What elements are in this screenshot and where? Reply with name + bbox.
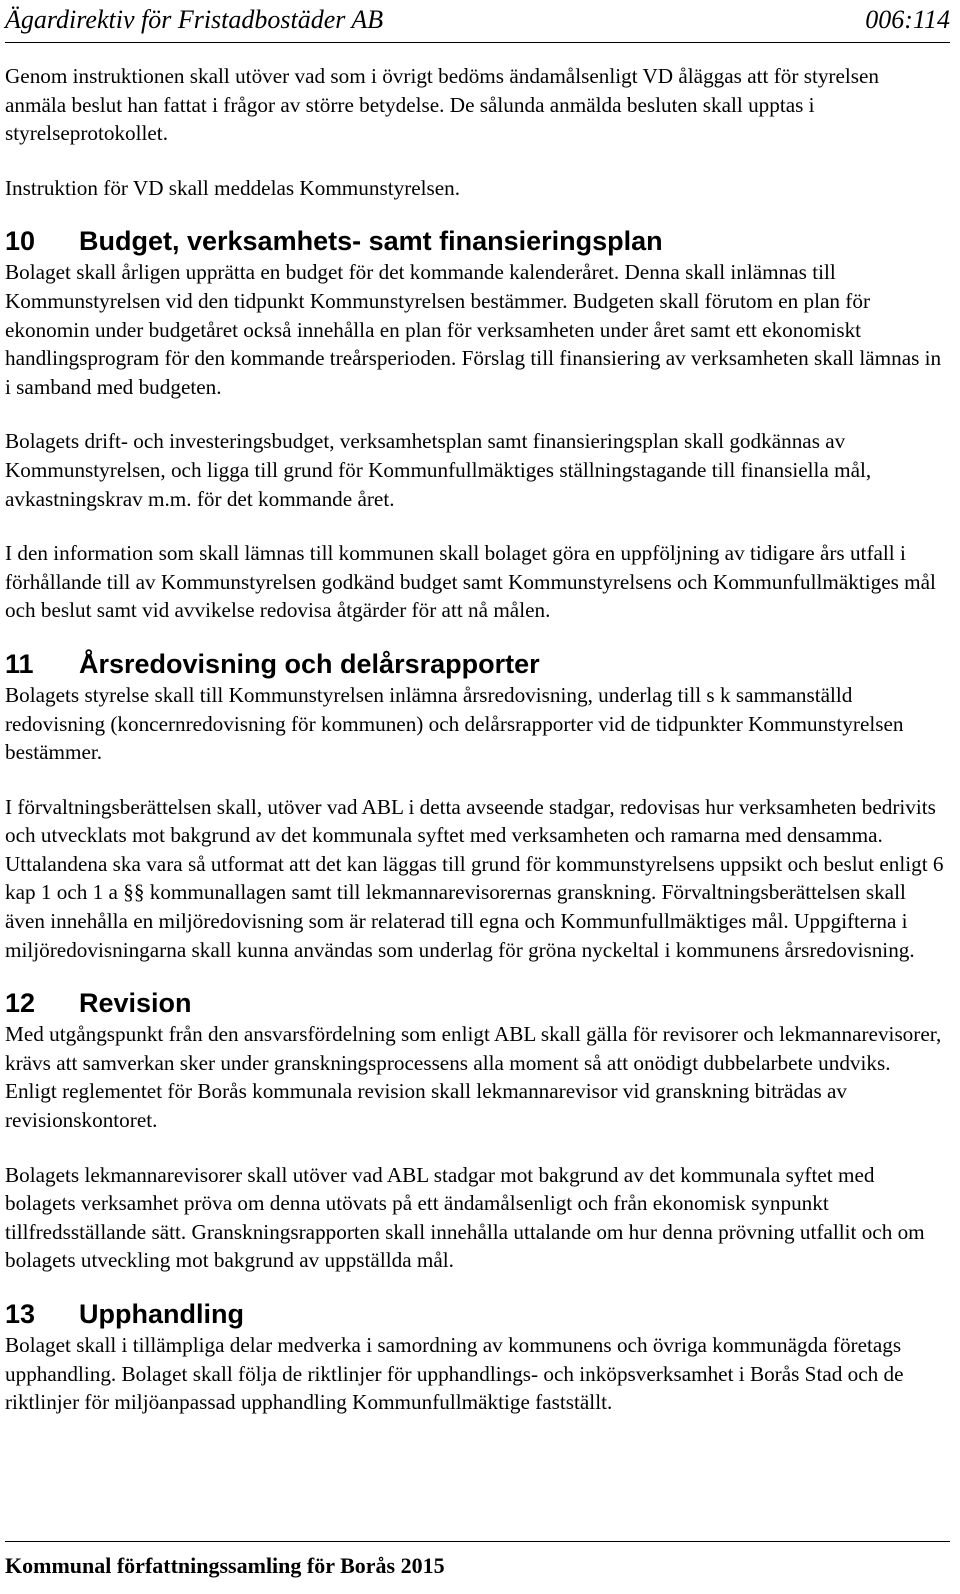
section-title: Revision xyxy=(79,988,192,1019)
section-paragraph: Bolaget skall årligen upprätta en budget för det kommande kalenderåret. Denna skall inlämnas till Kommunstyrelsen vid den tidpunkt Kommunstyrelsen bestämmer. Budgeten skall förutom en plan för ekonomin under budgetåret också innehålla en plan för verksamheten under året samt ett ekonomiskt handlingsprogram för den kommande treårsperioden. Förslag till finansiering av verksamheten skall lämnas in i samband med budgeten. xyxy=(5,260,942,399)
intro-paragraph-1: Genom instruktionen skall utöver vad som i övrigt bedöms ändamålsenligt VD åläggas att för styrelsen anmäla beslut han fattat i frågor av större betydelse. De sålunda anmälda besluten skall upptas i styrelseprotokollet. xyxy=(5,64,880,146)
section-title: Årsredovisning och delårsrapporter xyxy=(79,648,540,679)
section-heading xyxy=(5,224,945,258)
section-paragraph: Med utgångspunkt från den ansvarsfördelning som enligt ABL skall gälla för revisorer och lekmannarevisorer, krävs att samverkan sker under granskningsprocessens alla moment så att onödigt dubbelarbete undviks. Enligt reglementet för Borås kommunala revision skall lekmannarevisor vid granskning biträdas av revisionskontoret. xyxy=(5,1022,942,1133)
document-title: Ägardirektiv för Fristadbostäder AB xyxy=(5,5,384,34)
document-body xyxy=(5,62,945,1443)
section-paragraph: Bolagets styrelse skall till Kommunstyrelsen inlämna årsredovisning, underlag till s k sammanställd redovisning (koncernredovisning för kommunen) och delårsrapporter vid de tidpunkter Kommunstyrelsen bestämmer. xyxy=(5,682,904,765)
section-paragraph: I den information som skall lämnas till kommunen skall bolaget göra en uppföljning av tidigare års utfall i förhållande till av Kommunstyrelsen godkänd budget samt Kommunstyrelsens och Kommunfullmäktiges mål och beslut samt vid avvikelse redovisa åtgärder för att nå målen. xyxy=(5,541,936,623)
section-number: 13 xyxy=(5,1299,36,1329)
page-footer xyxy=(5,1541,950,1594)
section-number: 12 xyxy=(5,988,36,1019)
section-number: 10 xyxy=(5,226,36,257)
section-heading xyxy=(5,1297,945,1331)
section-10 xyxy=(5,224,945,625)
section-paragraph: I förvaltningsberättelsen skall, utöver vad ABL i detta avseende stadgar, redovisas hur verksamheten bedrivits och utvecklats mot bakgrund av det kommunala syftet med verksamheten och ramarna med densamma. Uttalandena ska vara så utformat att det kan läggas till grund för kommunstyrelsens uppsikt och beslut enligt 6 kap 1 och 1 a §§ kommunallagen samt till lekmannarevisorernas granskning. Förvaltningsberättelsen skall även innehålla en miljöredovisning som är relaterad till egna och Kommunfullmäktiges mål. Uppgifterna i miljöredovisningarna skall kunna användas som underlag för gröna nyckeltal i kommunens årsredovisning. xyxy=(5,794,944,962)
page-header xyxy=(5,0,950,43)
section-paragraph: Bolagets lekmannarevisorer skall utöver vad ABL stadgar mot bakgrund av det kommunala syftet med bolagets verksamhet pröva om denna utövats på ett ändamålsenligt och från ekonomisk synpunkt tillfredsställande sätt. Granskningsrapporten skall innehålla uttalande om hur denna prövning utfallit och om bolagets utveckling mot bakgrund av uppställda mål. xyxy=(5,1162,925,1273)
section-title: Upphandling xyxy=(79,1299,244,1329)
section-13 xyxy=(5,1297,945,1417)
section-title: Budget, verksamhets- samt finansieringsplan xyxy=(79,226,663,257)
section-paragraph: Bolagets drift- och investeringsbudget, verksamhetsplan samt finansieringsplan skall godkännas av Kommunstyrelsen, och ligga till grund för Kommunfullmäktiges ställningstagande till finansiella mål, avkastningskrav m.m. för det kommande året. xyxy=(5,429,872,511)
section-heading xyxy=(5,986,945,1020)
section-12 xyxy=(5,986,945,1275)
section-number: 11 xyxy=(5,648,34,679)
page-reference: 006:114 xyxy=(865,5,950,34)
section-paragraph: Bolaget skall i tillämpliga delar medverka i samordning av kommunens och övriga kommunägda företags upphandling. Bolaget skall följa de riktlinjer för upphandlings- och inköpsverksamhet i Borås Stad och de riktlinjer för miljöanpassad upphandling Kommunfullmäktige fastställt. xyxy=(5,1333,904,1415)
section-heading xyxy=(5,647,945,681)
intro-paragraph-2: Instruktion för VD skall meddelas Kommunstyrelsen. xyxy=(5,175,461,200)
footer-text: Kommunal författningssamling för Borås 2015 xyxy=(5,1553,445,1578)
section-11 xyxy=(5,647,945,964)
